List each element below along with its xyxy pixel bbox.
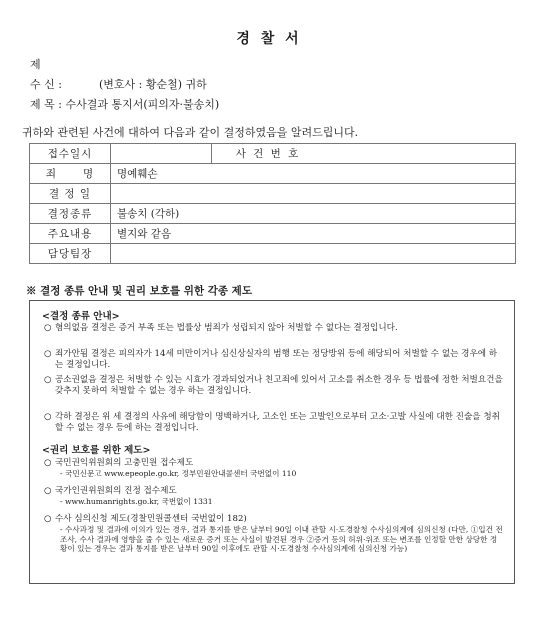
subject-label: 제 목 : <box>30 98 62 111</box>
guide-item-text: 공소권없음 결정은 처벌할 수 있는 시효가 경과되었거나 친고죄에 있어서 고소를 취소한 경우 등 법률에 정한 처벌요건을 갖추지 못하여 처벌할 수 없는 경우 하는 결정입니다. <box>55 375 503 396</box>
content-label: 주요내용 <box>30 224 111 244</box>
decision-type-value: 불송치 (각하) <box>111 204 516 224</box>
list-item <box>36 349 504 371</box>
table-row <box>30 164 516 184</box>
case-no-value <box>324 144 516 164</box>
rights-item-detail: - 수사과정 및 결과에 이의가 있는 경우, 결과 통지를 받은 날부터 90일 이내 관할 시·도경찰청 수사심의계에 심의신청 (다만, ①입건 전 조사, 수사 결과에 영향을 줄 수 있는 새로운 증거 또는 사실이 발견된 경우 ②증거 등의 허위·위조 또는 변조를 인정할 만한 상당한 정황이 있는 경우는 결과 통지를 받은 날부터 90일 이후에도 관할 시·도경찰청 수사심의계에 심의신청 가능) <box>60 525 503 553</box>
table-row <box>30 244 516 264</box>
subject-value: 수사결과 통지서(피의자·불송치) <box>65 98 220 111</box>
rights-item-title: 국민권익위원회의 고충민원 접수제도 <box>55 458 194 468</box>
list-item <box>36 412 504 434</box>
list-item <box>36 458 504 479</box>
intro-sentence: 귀하와 관련된 사건에 대하여 다음과 같이 결정하였음을 알려드립니다. <box>22 126 359 139</box>
document-number: 제 <box>30 58 41 71</box>
circle-bullet-icon: ○ <box>44 375 52 385</box>
guide-box <box>29 300 515 584</box>
decision-date-label: 결 정 일 <box>30 184 111 204</box>
case-no-label: 사 건 번 호 <box>212 144 325 164</box>
officer-label: 담당팀장 <box>30 244 111 264</box>
table-row <box>30 224 516 244</box>
receipt-date-label: 접수일시 <box>30 144 111 164</box>
case-info-table <box>29 143 516 264</box>
circle-bullet-icon: ○ <box>44 514 52 524</box>
circle-bullet-icon: ○ <box>44 412 52 422</box>
guide-item-text: 각하 결정은 위 세 결정의 사유에 해당함이 명백하거나, 고소인 또는 고발인으로부터 고소·고발 사실에 대한 진술을 청취할 수 없는 경우 등에 하는 결정입니다. <box>55 412 500 433</box>
circle-bullet-icon: ○ <box>44 323 52 333</box>
list-item <box>36 486 504 507</box>
section-heading: ※ 결정 종류 안내 및 권리 보호를 위한 각종 제도 <box>26 285 252 297</box>
recipient-label: 수 신 : <box>30 78 62 91</box>
subject-line <box>30 96 219 112</box>
list-item <box>36 514 504 554</box>
decision-type-label: 결정종류 <box>30 204 111 224</box>
table-row <box>30 204 516 224</box>
recipient-value: (변호사 : 황순철) 귀하 <box>98 78 207 91</box>
circle-bullet-icon: ○ <box>44 486 52 496</box>
circle-bullet-icon: ○ <box>44 349 52 359</box>
list-item <box>36 375 504 397</box>
circle-bullet-icon: ○ <box>44 458 52 468</box>
guide-item-text: 죄가안됨 결정은 피의자가 14세 미만이거나 심신상실자의 범행 또는 정당방위 등에 해당되어 처벌할 수 없는 경우에 하는 결정입니다. <box>55 349 498 370</box>
guide-item-text: 혐의없음 결정은 증거 부족 또는 법률상 범죄가 성립되지 않아 처벌할 수 없다는 결정입니다. <box>55 323 398 333</box>
charge-value: 명예훼손 <box>111 164 516 184</box>
content-value: 별지와 같음 <box>111 224 516 244</box>
decision-date-value <box>111 184 516 204</box>
list-item <box>36 323 504 334</box>
decision-guide-title: <결정 종류 안내> <box>42 311 120 322</box>
table-row <box>30 184 516 204</box>
charge-label: 죄 명 <box>30 164 111 184</box>
officer-value <box>111 244 516 264</box>
rights-item-title: 수사 심의신청 제도(경찰민원콜센터 국번없이 182) <box>55 514 247 524</box>
rights-item-detail: - www.humanrights.go.kr, 국번없이 1331 <box>60 497 213 506</box>
rights-item-detail: - 국민신문고 www.epeople.go.kr, 정부민원안내콜센터 국번없이 110 <box>60 469 297 478</box>
rights-title: <권리 보호를 위한 제도> <box>42 445 151 456</box>
recipient-line <box>30 76 207 92</box>
document-title: 경 찰 서 <box>236 31 302 47</box>
receipt-date-value <box>111 144 212 164</box>
rights-item-title: 국가인권위원회의 진정 접수제도 <box>55 486 177 496</box>
table-row <box>30 144 516 164</box>
